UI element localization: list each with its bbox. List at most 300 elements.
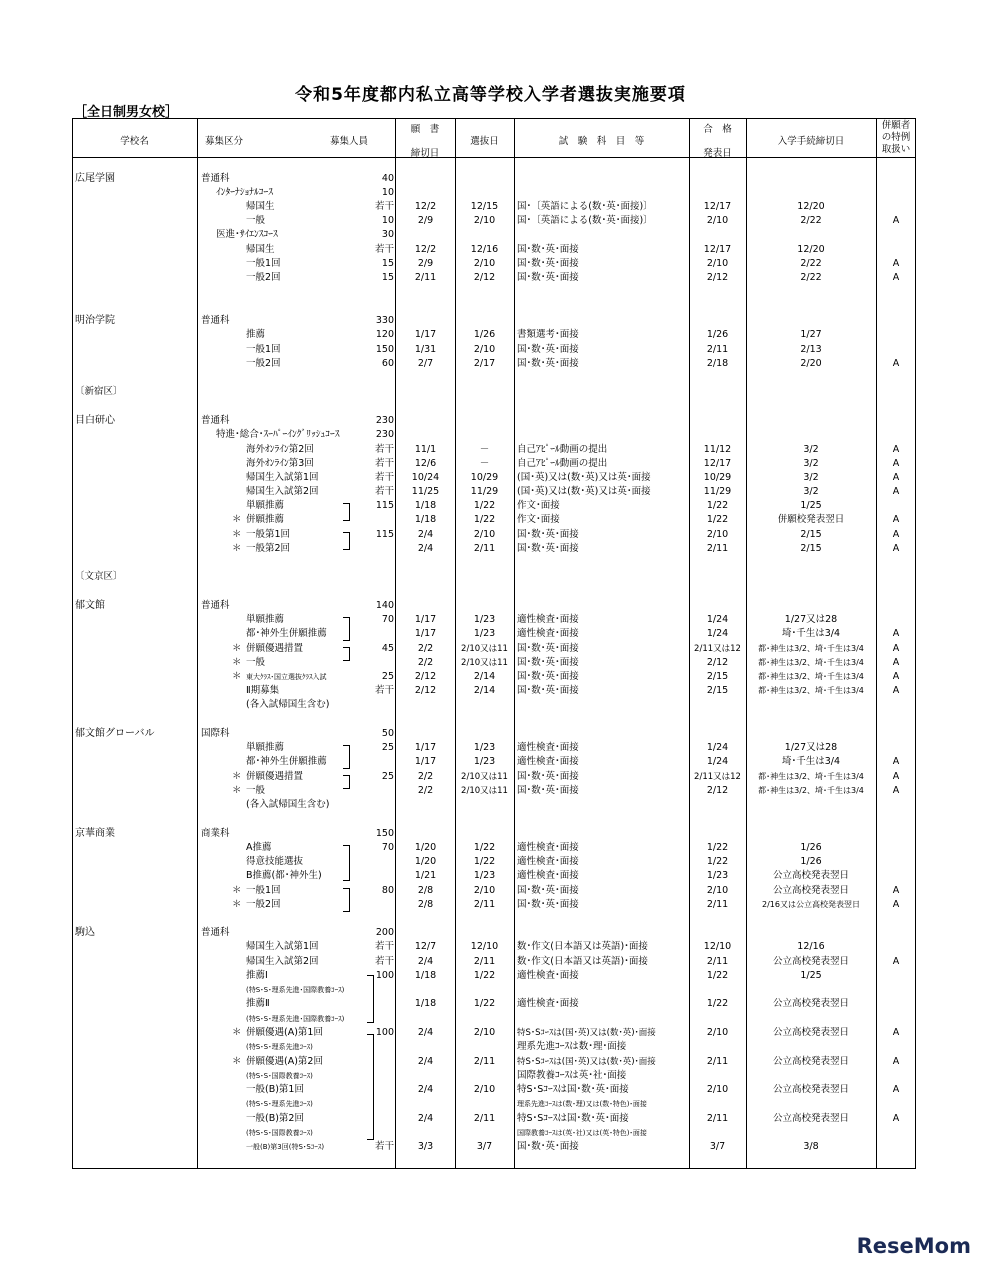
result-date: 2/11	[706, 899, 729, 910]
exam-subjects: 国･数･英･面接	[517, 272, 579, 283]
resemom-logo: ReseMom	[856, 1234, 971, 1258]
special-mark: ＊	[232, 514, 242, 525]
special-handling: A	[892, 671, 900, 682]
bracket-mark	[343, 888, 350, 912]
exam-subjects: 適性検査･面接	[517, 870, 579, 881]
division-name: 単願推薦	[246, 614, 285, 625]
exam-date: 2/10又は11	[461, 644, 508, 654]
capacity-value: 70	[381, 614, 394, 625]
exam-date: 2/11	[473, 1113, 496, 1124]
exam-subjects: (国･英)又は(数･英)又は英･面接	[517, 486, 651, 497]
special-handling: A	[892, 258, 900, 269]
result-date: 12/17	[703, 201, 732, 212]
application-deadline: 2/9	[417, 215, 434, 226]
exam-date: 1/23	[473, 756, 496, 767]
application-deadline: 1/21	[414, 870, 437, 881]
enrollment-deadline: 2/15	[800, 543, 822, 554]
bracket-mark	[343, 745, 350, 769]
result-date: 2/11	[706, 1056, 729, 1067]
capacity-value: 30	[381, 229, 394, 240]
course-sub: 特進･総合･ｽｰﾊﾟｰｲﾝｸﾞﾘｯｼｭｺｰｽ	[216, 429, 340, 440]
application-deadline: 2/2	[417, 657, 434, 668]
application-deadline: 1/17	[414, 614, 437, 625]
exam-date: 1/23	[473, 742, 496, 753]
special-handling: A	[892, 472, 900, 483]
bracket-mark	[343, 845, 350, 881]
application-deadline: 2/4	[417, 543, 434, 554]
special-handling: A	[892, 771, 900, 782]
application-deadline: 1/17	[414, 756, 437, 767]
exam-date: 2/10又は11	[461, 658, 508, 668]
result-date: 2/10	[706, 1027, 729, 1038]
result-date: 2/12	[706, 272, 729, 283]
exam-subjects: 国･数･英･面接	[517, 244, 579, 255]
bracket-mark	[343, 775, 350, 789]
enrollment-deadline: 2/15	[800, 529, 822, 540]
exam-date: 1/23	[473, 614, 496, 625]
exam-date: 2/10又は11	[461, 772, 508, 782]
capacity-value: 若干	[374, 941, 394, 952]
enrollment-deadline: 2/22	[800, 272, 822, 283]
course-name: 普通科	[201, 927, 230, 938]
school-name: 目白研心	[75, 415, 115, 426]
result-date: 2/10	[706, 258, 729, 269]
result-date: 3/7	[709, 1141, 726, 1152]
area-label: 〔新宿区〕	[75, 386, 123, 397]
capacity-value: 若干	[374, 486, 394, 497]
exam-subjects: 国･数･英･面接	[517, 885, 579, 896]
exam-date: 1/22	[473, 500, 496, 511]
exam-subjects: 国･数･英･面接	[517, 529, 579, 540]
capacity-value: 115	[375, 500, 394, 511]
special-handling: A	[892, 543, 900, 554]
division-note: 東大ｸﾗｽ･国立選抜ｸﾗｽ入試	[246, 673, 327, 681]
division-name: A推薦	[246, 842, 272, 853]
exam-date: 2/12	[473, 272, 496, 283]
special-handling: A	[892, 514, 900, 525]
division-name: 単願推薦	[246, 500, 285, 511]
result-date: 1/24	[706, 742, 729, 753]
header-category: 募集区分	[205, 136, 244, 147]
application-deadline: 1/17	[414, 742, 437, 753]
exam-date: 2/10	[473, 529, 496, 540]
division-name: 得意技能選抜	[246, 856, 304, 867]
exam-subjects: 書類選考･面接	[517, 329, 579, 340]
header-special-line2: の特例	[881, 132, 911, 143]
result-date: 1/24	[706, 756, 729, 767]
division-name: 帰国生	[246, 244, 275, 255]
division-name: Ⅱ期募集	[246, 685, 280, 696]
application-deadline: 1/20	[414, 856, 437, 867]
exam-subjects: 作文･面接	[517, 514, 560, 525]
division-name: 併願優遇(A)第1回	[246, 1027, 323, 1038]
exam-date: 1/23	[473, 628, 496, 639]
special-mark: ＊	[232, 671, 242, 682]
division-note: (特S･S･理系先進･国際教養ｺｰｽ)	[246, 986, 345, 994]
division-name: 帰国生入試第2回	[246, 956, 319, 967]
exam-subjects: 国･数･英･面接	[517, 685, 579, 696]
division-name: 帰国生入試第1回	[246, 472, 319, 483]
exam-subjects: 特S･Sｺｰｽは国･数･英･面接	[517, 1113, 629, 1124]
enrollment-deadline: 1/27又は28	[784, 614, 838, 625]
division-name: 一般第2回	[246, 543, 291, 554]
header-capacity: 募集人員	[330, 136, 369, 147]
division-name: 一般2回	[246, 272, 281, 283]
exam-subjects: 国･数･英･面接	[517, 258, 579, 269]
result-date: 2/10	[706, 885, 729, 896]
division-name: 一般1回	[246, 258, 281, 269]
enrollment-deadline: 2/22	[800, 258, 822, 269]
division-name: 海外ｵﾝﾗｲﾝ第3回	[246, 458, 314, 469]
enrollment-deadline: 都･神生は3/2、埼･千生は3/4	[758, 686, 864, 695]
application-deadline: 12/2	[414, 201, 437, 212]
special-handling: A	[892, 1113, 900, 1124]
result-date: 2/15	[706, 685, 729, 696]
header-result-top: 合 格	[703, 124, 732, 135]
application-deadline: 2/8	[417, 885, 434, 896]
capacity-value: 330	[375, 315, 394, 326]
division-name: 一般(B)第1回	[246, 1084, 304, 1095]
bracket-mark	[367, 975, 374, 1023]
exam-subjects: 国･数･英･面接	[517, 771, 579, 782]
division-name: 一般	[246, 657, 266, 668]
result-date: 12/17	[703, 458, 732, 469]
exam-subjects: 国･数･英･面接	[517, 344, 579, 355]
special-mark: ＊	[232, 1056, 242, 1067]
enrollment-deadline: 1/27又は28	[784, 742, 838, 753]
result-date: 2/18	[706, 358, 729, 369]
enrollment-deadline: 2/13	[800, 344, 822, 355]
special-handling: A	[892, 358, 900, 369]
exam-subjects: 国･数･英･面接	[517, 671, 579, 682]
enrollment-deadline: 都･神生は3/2、埼･千生は3/4	[758, 772, 864, 781]
capacity-value: 80	[381, 885, 394, 896]
division-name: 一般2回	[246, 358, 281, 369]
capacity-value: 25	[381, 671, 394, 682]
course-name: 普通科	[201, 173, 230, 184]
result-date: 1/24	[706, 614, 729, 625]
division-note: 一般(B)第3回(特S･Sｺｰｽ)	[246, 1143, 325, 1151]
capacity-value: 15	[381, 272, 394, 283]
school-name: 郁文館	[75, 600, 105, 611]
page-title: 令和5年度都内私立高等学校入学者選抜実施要項	[295, 85, 686, 105]
capacity-value: 若干	[374, 458, 394, 469]
exam-subjects: 適性検査･面接	[517, 856, 579, 867]
application-deadline: 11/1	[414, 444, 437, 455]
exam-subjects: 適性検査･面接	[517, 970, 579, 981]
special-mark: ＊	[232, 657, 242, 668]
exam-date: 2/10	[473, 1027, 496, 1038]
result-date: 2/11又は12	[694, 644, 741, 654]
enrollment-deadline: 12/20	[797, 244, 825, 255]
exam-date: 2/11	[473, 1056, 496, 1067]
application-deadline: 11/25	[411, 486, 440, 497]
application-deadline: 12/2	[414, 244, 437, 255]
result-date: 2/10	[706, 1084, 729, 1095]
enrollment-deadline: 1/25	[800, 970, 822, 981]
result-date: 2/11	[706, 543, 729, 554]
exam-subjects: 国･数･英･面接	[517, 899, 579, 910]
exam-subjects: 作文･面接	[517, 500, 560, 511]
header-special-line3: 取扱い	[881, 144, 911, 155]
result-date: 10/29	[703, 472, 732, 483]
enrollment-deadline: 公立高校発表翌日	[772, 956, 849, 967]
division-name: 帰国生入試第1回	[246, 941, 319, 952]
course-name: 普通科	[201, 415, 230, 426]
header-application-bottom: 締切日	[410, 148, 440, 159]
exam-date: 2/11	[473, 543, 496, 554]
result-date: 2/12	[706, 785, 729, 796]
capacity-value: 115	[375, 529, 394, 540]
exam-subjects: 国際教養ｺｰｽは英･社･面接	[517, 1070, 627, 1081]
special-handling: A	[892, 215, 900, 226]
special-mark: ＊	[232, 1027, 242, 1038]
application-deadline: 1/20	[414, 842, 437, 853]
enrollment-deadline: 1/27	[800, 329, 822, 340]
result-date: 1/26	[706, 329, 729, 340]
division-name: 一般1回	[246, 344, 281, 355]
application-deadline: 12/7	[414, 941, 437, 952]
special-mark: ＊	[232, 543, 242, 554]
exam-subjects: 国･数･英･面接	[517, 1141, 579, 1152]
school-name: 広尾学園	[75, 173, 115, 184]
special-mark: ＊	[232, 885, 242, 896]
division-name: (各入試帰国生含む)	[246, 799, 330, 810]
special-handling: A	[892, 272, 900, 283]
exam-date: 2/11	[473, 899, 496, 910]
special-handling: A	[892, 1027, 900, 1038]
division-name: 帰国生	[246, 201, 275, 212]
capacity-value: 60	[381, 358, 394, 369]
enrollment-deadline: 3/8	[803, 1141, 819, 1152]
header-special-line1: 併願者	[881, 120, 911, 131]
enrollment-deadline: 2/16又は公立高校発表翌日	[762, 900, 860, 909]
application-deadline: 2/4	[417, 956, 434, 967]
exam-subjects: 国･〔英語による(数･英･面接)〕	[517, 201, 653, 212]
application-deadline: 2/7	[417, 358, 434, 369]
application-deadline: 2/4	[417, 1056, 434, 1067]
division-name: 併願優遇措置	[246, 771, 304, 782]
result-date: 1/22	[706, 970, 729, 981]
exam-subjects: 適性検査･面接	[517, 756, 579, 767]
division-name: 一般1回	[246, 885, 281, 896]
application-deadline: 2/2	[417, 785, 434, 796]
special-handling: A	[892, 899, 900, 910]
enrollment-deadline: 都･神生は3/2、埼･千生は3/4	[758, 644, 864, 653]
course-name: 商業科	[201, 828, 230, 839]
capacity-value: 若干	[374, 201, 394, 212]
result-date: 1/23	[706, 870, 729, 881]
division-name: (各入試帰国生含む)	[246, 699, 330, 710]
division-note: (特S･S･理系先進ｺｰｽ)	[246, 1100, 313, 1108]
exam-date: 2/14	[473, 671, 496, 682]
result-date: 1/22	[706, 500, 729, 511]
exam-subjects: 適性検査･面接	[517, 842, 579, 853]
exam-date: 1/22	[473, 514, 496, 525]
course-sub: ｲﾝﾀｰﾅｼｮﾅﾙｺｰｽ	[216, 187, 274, 198]
exam-subjects: 国･数･英･面接	[517, 657, 579, 668]
application-deadline: 2/12	[414, 671, 437, 682]
division-note: (特S･S･理系先進･国際教養ｺｰｽ)	[246, 1015, 345, 1023]
division-name: 海外ｵﾝﾗｲﾝ第2回	[246, 444, 314, 455]
header-application-top: 願 書	[410, 124, 440, 135]
exam-subjects: (国･英)又は(数･英)又は英･面接	[517, 472, 651, 483]
bracket-mark	[367, 1034, 374, 1140]
header-school: 学校名	[120, 136, 149, 147]
section-label: ［全日制男女校］	[74, 105, 179, 120]
application-deadline: 1/18	[414, 514, 437, 525]
exam-date: －	[479, 444, 490, 455]
exam-date: 2/10又は11	[461, 786, 508, 796]
exam-subjects: 国･数･英･面接	[517, 643, 579, 654]
result-date: 2/15	[706, 671, 729, 682]
special-mark: ＊	[232, 899, 242, 910]
exam-date: －	[479, 458, 490, 469]
exam-date: 3/7	[476, 1141, 493, 1152]
school-name: 郁文館グローバル	[75, 728, 155, 739]
exam-date: 1/22	[473, 856, 496, 867]
exam-subjects: 自己ｱﾋﾟｰﾙ動画の提出	[517, 458, 608, 469]
header-result-bottom: 発表日	[703, 148, 732, 159]
capacity-value: 100	[375, 1027, 394, 1038]
exam-date: 2/10	[473, 258, 496, 269]
enrollment-deadline: 公立高校発表翌日	[772, 998, 849, 1009]
exam-date: 2/11	[473, 956, 496, 967]
special-mark: ＊	[232, 771, 242, 782]
exam-date: 1/22	[473, 970, 496, 981]
application-deadline: 2/2	[417, 643, 434, 654]
division-note: (特S･S･国際教養ｺｰｽ)	[246, 1072, 313, 1080]
enrollment-deadline: 都･神生は3/2、埼･千生は3/4	[758, 672, 864, 681]
exam-date: 10/29	[470, 472, 499, 483]
capacity-value: 45	[381, 643, 394, 654]
school-name: 京華商業	[75, 828, 115, 839]
result-date: 12/10	[703, 941, 732, 952]
exam-subjects: 国･〔英語による(数･英･面接)〕	[517, 215, 653, 226]
exam-subjects-note: 理系先進ｺｰｽは(数･理)又は(数･特色)･面接	[517, 1100, 647, 1108]
exam-subjects: 特S･Sｺｰｽは(国･英)又は(数･英)･面接	[517, 1057, 656, 1067]
application-deadline: 1/18	[414, 500, 437, 511]
exam-date: 2/14	[473, 685, 496, 696]
application-deadline: 2/4	[417, 1113, 434, 1124]
special-handling: A	[892, 486, 900, 497]
enrollment-deadline: 3/2	[803, 458, 819, 469]
school-name: 駒込	[75, 927, 95, 938]
division-name: 一般2回	[246, 899, 281, 910]
exam-date: 2/10	[473, 885, 496, 896]
capacity-value: 10	[381, 215, 394, 226]
capacity-value: 10	[381, 187, 394, 198]
application-deadline: 10/24	[411, 472, 440, 483]
division-name: 一般第1回	[246, 529, 291, 540]
capacity-value: 若干	[374, 956, 394, 967]
exam-subjects: 特S･Sｺｰｽは国･数･英･面接	[517, 1084, 629, 1095]
special-handling: A	[892, 756, 900, 767]
division-name: 推薦	[246, 329, 266, 340]
capacity-value: 70	[381, 842, 394, 853]
enrollment-deadline: 公立高校発表翌日	[772, 885, 849, 896]
application-deadline: 2/4	[417, 1027, 434, 1038]
exam-date: 2/10	[473, 215, 496, 226]
special-handling: A	[892, 1084, 900, 1095]
course-sub: 医進･ｻｲｴﾝｽｺｰｽ	[216, 229, 278, 240]
enrollment-deadline: 埼･千生は3/4	[781, 756, 841, 767]
special-mark: ＊	[232, 529, 242, 540]
exam-subjects: 国･数･英･面接	[517, 543, 579, 554]
enrollment-deadline: 都･神生は3/2、埼･千生は3/4	[758, 786, 864, 795]
exam-date: 2/10	[473, 344, 496, 355]
capacity-value: 150	[375, 828, 394, 839]
capacity-value: 230	[375, 415, 394, 426]
capacity-value: 25	[381, 771, 394, 782]
enrollment-deadline: 1/26	[800, 842, 822, 853]
enrollment-deadline: 公立高校発表翌日	[772, 1084, 849, 1095]
application-deadline: 2/2	[417, 771, 434, 782]
special-handling: A	[892, 643, 900, 654]
capacity-value: 若干	[374, 685, 394, 696]
result-date: 2/10	[706, 215, 729, 226]
enrollment-deadline: 12/16	[797, 941, 825, 952]
division-name: 併願推薦	[246, 514, 285, 525]
course-name: 国際科	[201, 728, 230, 739]
result-date: 1/22	[706, 842, 729, 853]
application-deadline: 1/18	[414, 970, 437, 981]
capacity-value: 50	[381, 728, 394, 739]
enrollment-deadline: 2/22	[800, 215, 822, 226]
capacity-value: 25	[381, 742, 394, 753]
result-date: 2/11	[706, 344, 729, 355]
division-note: (特S･S･国際教養ｺｰｽ)	[246, 1129, 313, 1137]
application-deadline: 2/11	[414, 272, 437, 283]
division-name: 帰国生入試第2回	[246, 486, 319, 497]
course-name: 普通科	[201, 315, 230, 326]
application-deadline: 2/4	[417, 1084, 434, 1095]
application-deadline: 2/9	[417, 258, 434, 269]
special-handling: A	[892, 885, 900, 896]
bracket-mark	[343, 617, 350, 641]
division-name: 一般	[246, 785, 266, 796]
exam-date: 12/15	[470, 201, 499, 212]
enrollment-deadline: 埼･千生は3/4	[781, 628, 841, 639]
capacity-value: 100	[375, 970, 394, 981]
exam-date: 2/17	[473, 358, 496, 369]
special-handling: A	[892, 785, 900, 796]
exam-subjects: 国･数･英･面接	[517, 785, 579, 796]
exam-subjects: 数･作文(日本語又は英語)･面接	[517, 956, 648, 967]
application-deadline: 1/18	[414, 998, 437, 1009]
result-date: 2/11又は12	[694, 772, 741, 782]
header-subjects: 試 験 科 目 等	[558, 136, 645, 147]
result-date: 11/12	[703, 444, 732, 455]
header-deadline: 入学手続締切日	[777, 136, 845, 147]
special-mark: ＊	[232, 643, 242, 654]
special-mark: ＊	[232, 785, 242, 796]
result-date: 1/22	[706, 514, 729, 525]
enrollment-deadline: 12/20	[797, 201, 825, 212]
capacity-value: 150	[375, 344, 394, 355]
exam-subjects: 特S･Sｺｰｽは(国･英)又は(数･英)･面接	[517, 1028, 656, 1038]
result-date: 1/22	[706, 856, 729, 867]
capacity-value: 若干	[374, 472, 394, 483]
division-name: 一般(B)第2回	[246, 1113, 304, 1124]
enrollment-deadline: 1/26	[800, 856, 822, 867]
capacity-value: 15	[381, 258, 394, 269]
special-handling: A	[892, 444, 900, 455]
exam-subjects: 数･作文(日本語又は英語)･面接	[517, 941, 648, 952]
division-note: (特S･S･理系先進ｺｰｽ)	[246, 1043, 313, 1051]
application-deadline: 1/17	[414, 329, 437, 340]
result-date: 1/22	[706, 998, 729, 1009]
